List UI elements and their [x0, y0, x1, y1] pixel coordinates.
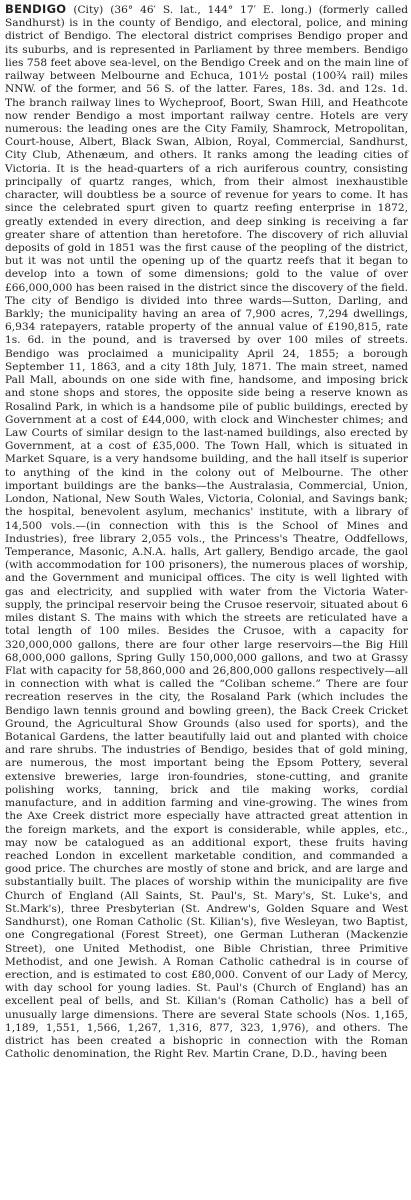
- entry-body: (City) (36° 46′ S. lat., 144° 17′ E. long.) (formerly called Sandhurst) is in the county of Bendigo, and electoral, police, and mining district of Bendigo. The electoral district comprises Bendigo proper and its suburbs, and is represented in Parliament by three members. Bendigo lies 758 feet above sea-level, on the Bendigo Creek and on the main line of railway between Melbourne and Echuca, 101½ postal (100¾ rail) miles NNW. of the former, and 56 S. of the latter. Fares, 18s. 3d. and 12s. 1d. The branch railway lines to Wycheproof, Boort, Swan Hill, and Heathcote now render Bendigo a most important railway centre. Hotels are very numerous: the leading ones are the City Family, Shamrock, Metropolitan, Court-house, Albert, Black Swan, Albion, Royal, Commercial, Sandhurst, City Club, Athenæum, and others. It ranks among the leading cities of Victoria. It is the head-quarters of a rich auriferous country, consisting principally of quartz ranges, which, from their almost inexhaustible character, will doubtless be a source of revenue for years to come. It has since the celebrated spurt given to quartz reefing enterprise in 1872, greatly extended in every direction, and deep sinking is receiving a far greater share of attention than heretofore. The discovery of rich alluvial deposits of gold in 1851 was the first cause of the peopling of the district, but it was not until the opening up of the quartz reefs that it began to develop into a town of some dimensions; gold to the value of over £66,000,000 has been raised in the district since the discovery of the field. The city of Bendigo is divided into three wards—Sutton, Darling, and Barkly; the municipality having an area of 7,900 acres, 7,294 dwellings, 6,934 ratepayers, ratable property of the annual value of £190,815, rate 1s. 6d. in the pound, and is traversed by over 100 miles of streets. Bendigo was proclaimed a municipality April 24, 1855; a borough September 11, 1863, and a city 18th July, 1871. The main street, named Pall Mall, abounds on one side with fine, handsome, and imposing brick and stone shops and stores, the opposite side being a reserve known as Rosalind Park, in which is a handsome pile of public buildings, erected by Government at a cost of £44,000, with clock and Winchester chimes; and Law Courts of similar design to the last-named buildings, also erected by Government, at a cost of £35,000. The Town Hall, which is situated in Market Square, is a very handsome building, and the hall itself is superior to anything of the kind in the colony out of Melbourne. The other important buildings are the banks—the Australasia, Commercial, Union, London, National, New South Wales, Victoria, Colonial, and Savings bank; the hospital, benevolent asylum, mechanics' institute, with a library of 14,500 vols.—(in connection with this is the School of Mines and Industries), free library 2,055 vols., the Princess's Theatre, Oddfellows, Temperance, Masonic, A.N.A. halls, Art gallery, Bendigo arcade, the gaol (with accommodation for 100 prisoners), the numerous places of worship, and the Government and municipal offices. The city is well lighted with gas and electricity, and supplied with water from the Victoria Water-supply, the principal reservoir being the Crusoe reservoir, situated about 6 miles distant S. The mains with which the streets are reticulated have a total length of 100 miles. Besides the Crusoe, with a capacity for 320,000,000 gallons, there are four other large reservoirs—the Big Hill 68,000,000 gallons, Spring Gully 150,000,000 gallons, and two at Grassy Flat with capacity for 58,860,000 and 26,800,000 gallons respectively—all in connection with what is called the “Coliban scheme.” There are four recreation reserves in the city, the Rosaland Park (which includes the Bendigo lawn tennis ground and bowling green), the Back Creek Cricket Ground, the Agricultural Show Grounds (also used for sports), and the Botanical Gardens, the latter beautifully laid out and planted with choice and rare shrubs. The industries of Bendigo, besides that of gold mining, are numerous, the most important being the Epsom Pottery, several extensive breweries, large iron-foundries, stone-cutting, and granite polishing works, tanning, brick and tile making works, cordial manufacture, and in addition farming and vine-growing. The wines from the Axe Creek district more especially have attracted great attention in the foreign markets, and the export is considerable, while apples, etc., may now be catalogued as an additional export, these fruits having reached London in excellent marketable condition, and commanded a good price. The churches are mostly of stone and brick, and are large and substantially built. The places of worship within the municipality are five Church of England (All Saints, St. Paul's, St. Mary's, St. Luke's, and St.Mark's), three Presbyterian (St. Andrew's, Golden Square and West Sandhurst), one Roman Catholic (St. Kilian's), five Wesleyan, two Baptist, one Congregational (Forest Street), one German Lutheran (Mackenzie Street), one United Methodist, one Bible Christian, three Primitive Methodist, and one Jewish. A Roman Catholic cathedral is in course of erection, and is estimated to cost £80,000. Convent of our Lady of Mercy, with day school for young ladies. St. Paul's (Church of England) has an excellent peal of bells, and St. Kilian's (Roman Catholic) has a bell of unusually large dimensions. There are several State schools (Nos. 1,165, 1,189, 1,551, 1,566, 1,267, 1,316, 877, 323, 1,976), and others. The district has been created a bishopric in connection with the Roman Catholic denomination, the Right Rev. Martin Crane, D.D., having been: [5, 4, 408, 1061]
- entry-headword: BENDIGO: [5, 2, 67, 16]
- gazetteer-entry: [5, 3, 408, 1062]
